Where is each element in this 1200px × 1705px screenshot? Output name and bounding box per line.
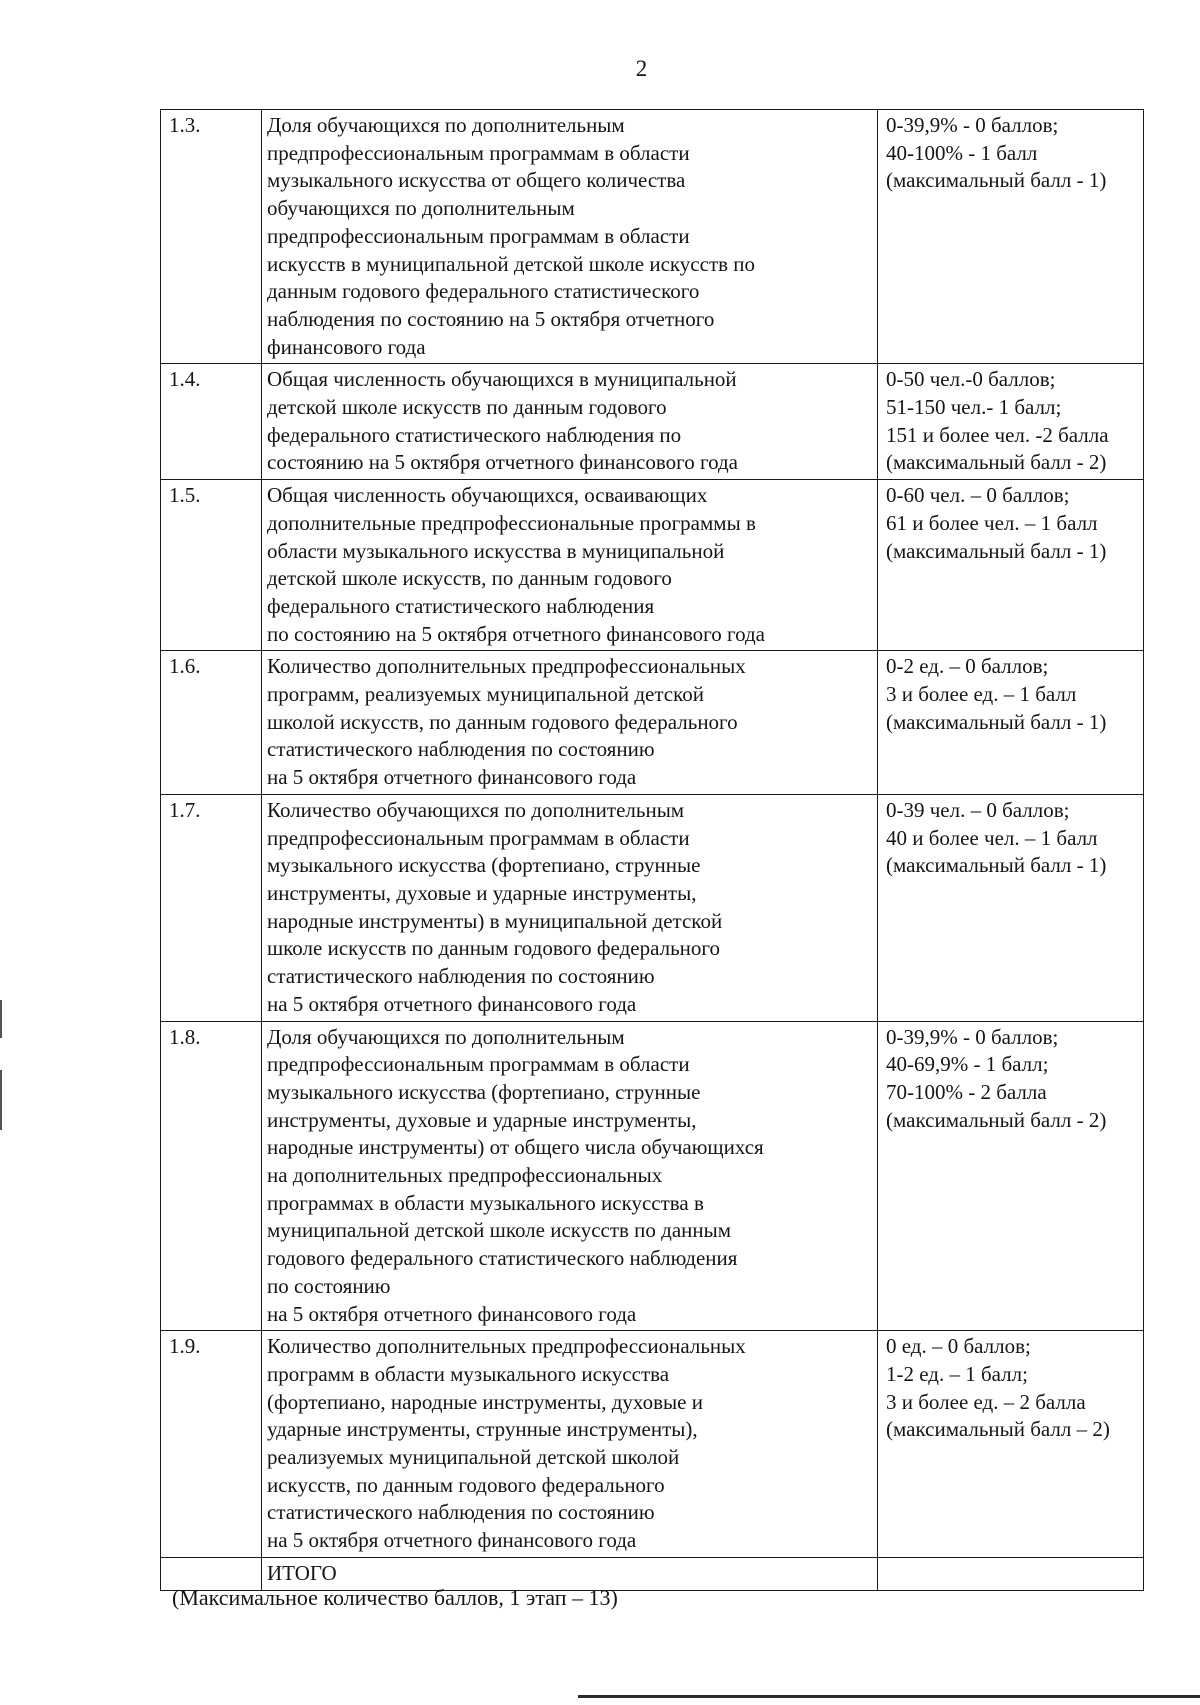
criterion-description: Общая численность обучающихся, осваивающих дополнительные предпрофессиональные программы в области музыкального искусства в муниципальной детской школе искусств, по данным годового федерального статистического наблюдения по состоянию на 5 октября отчетного финансового года bbox=[262, 480, 878, 651]
row-number: 1.7. bbox=[161, 794, 262, 1021]
scoring-rule: 0-39,9% - 0 баллов; 40-100% - 1 балл (максимальный балл - 1) bbox=[878, 110, 1144, 364]
table-row bbox=[161, 1331, 1144, 1558]
scan-edge-mark bbox=[0, 1070, 2, 1130]
row-number: 1.4. bbox=[161, 364, 262, 480]
table-row bbox=[161, 1021, 1144, 1331]
scan-edge-mark bbox=[0, 1000, 2, 1038]
page-number: 2 bbox=[635, 56, 648, 81]
total-score-cell bbox=[878, 1557, 1144, 1590]
table-row bbox=[161, 110, 1144, 364]
table-row bbox=[161, 794, 1144, 1021]
criterion-description: Количество дополнительных предпрофессиональных программ, реализуемых муниципальной детской школой искусств, по данным годового федерального статистического наблюдения по состоянию на 5 октября отчетного финансового года bbox=[262, 651, 878, 795]
row-number: 1.3. bbox=[161, 110, 262, 364]
scoring-rule: 0-2 ед. – 0 баллов; 3 и более ед. – 1 балл (максимальный балл - 1) bbox=[878, 651, 1144, 795]
row-number: 1.6. bbox=[161, 651, 262, 795]
row-number: 1.5. bbox=[161, 480, 262, 651]
row-number: 1.8. bbox=[161, 1021, 262, 1331]
table-row bbox=[161, 364, 1144, 480]
criterion-description: Общая численность обучающихся в муниципальной детской школе искусств по данным годового федерального статистического наблюдения по состоянию на 5 октября отчетного финансового года bbox=[262, 364, 878, 480]
criterion-description: Количество обучающихся по дополнительным предпрофессиональным программам в области музыкального искусства (фортепиано, струнные инструменты, духовые и ударные инструменты, народные инструменты) в муниципальной детской школе искусств по данным годового федерального статистического наблюдения по состоянию на 5 октября отчетного финансового года bbox=[262, 794, 878, 1021]
scoring-rule: 0 ед. – 0 баллов; 1-2 ед. – 1 балл; 3 и более ед. – 2 балла (максимальный балл – 2) bbox=[878, 1331, 1144, 1558]
max-score-footnote: (Максимальное количество баллов, 1 этап – 13) bbox=[172, 1585, 618, 1610]
criterion-description: Доля обучающихся по дополнительным предпрофессиональным программам в области музыкального искусства (фортепиано, струнные инструменты, духовые и ударные инструменты, народные инструменты) от общего числа обучающихся на дополнительных предпрофессиональных программах в области музыкального искусства в муниципальной детской школе искусств по данным годового федерального статистического наблюдения по состоянию на 5 октября отчетного финансового года bbox=[262, 1021, 878, 1331]
criterion-description: Количество дополнительных предпрофессиональных программ в области музыкального искусства (фортепиано, народные инструменты, духовые и ударные инструменты, струнные инструменты), реализуемых муниципальной детской школой искусств, по данным годового федерального статистического наблюдения по состоянию на 5 октября отчетного финансового года bbox=[262, 1331, 878, 1558]
criteria-table bbox=[160, 109, 1144, 1591]
scoring-rule: 0-39 чел. – 0 баллов; 40 и более чел. – 1 балл (максимальный балл - 1) bbox=[878, 794, 1144, 1021]
scan-edge-line bbox=[578, 1695, 1200, 1698]
table-row bbox=[161, 480, 1144, 651]
table-row bbox=[161, 651, 1144, 795]
scoring-rule: 0-50 чел.-0 баллов; 51-150 чел.- 1 балл; 151 и более чел. -2 балла (максимальный балл - 2) bbox=[878, 364, 1144, 480]
criterion-description: Доля обучающихся по дополнительным предпрофессиональным программам в области музыкального искусства от общего количества обучающихся по дополнительным предпрофессиональным программам в области искусств в муниципальной детской школе искусств по данным годового федерального статистического наблюдения по состоянию на 5 октября отчетного финансового года bbox=[262, 110, 878, 364]
scoring-rule: 0-60 чел. – 0 баллов; 61 и более чел. – 1 балл (максимальный балл - 1) bbox=[878, 480, 1144, 651]
row-number: 1.9. bbox=[161, 1331, 262, 1558]
scoring-rule: 0-39,9% - 0 баллов; 40-69,9% - 1 балл; 70-100% - 2 балла (максимальный балл - 2) bbox=[878, 1021, 1144, 1331]
total-label: ИТОГО bbox=[262, 1557, 878, 1590]
